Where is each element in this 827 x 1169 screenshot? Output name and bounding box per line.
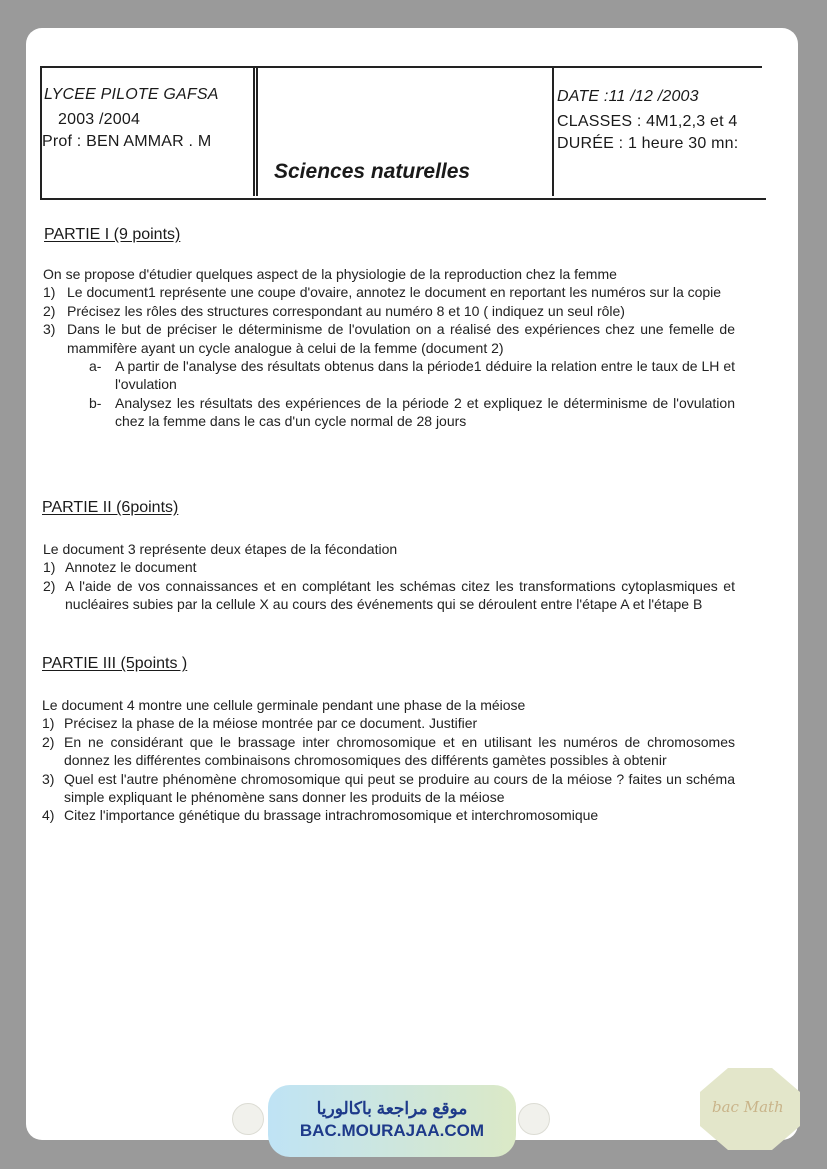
header-divider-2: [256, 66, 258, 196]
part-2-intro: Le document 3 représente deux étapes de la fécondation: [43, 541, 398, 557]
part-3-title: PARTIE III (5points ): [42, 655, 188, 672]
header-top-border: [40, 66, 762, 68]
exam-date: DATE :11 /12 /2003: [557, 88, 699, 105]
part-1-subquestion-a: a- A partir de l'analyse des résultats obtenus dans la période1 déduire la relation entre le taux de LH et l'ovulation: [89, 358, 735, 393]
exam-classes: CLASSES : 4M1,2,3 et 4: [557, 113, 738, 130]
exam-duration: DURÉE : 1 heure 30 mn:: [557, 135, 739, 152]
site-logo-left-icon: [232, 1103, 264, 1135]
part-3-question-2: 2) En ne considérant que le brassage inter chromosomique et en utilisant les numéros de chromosomes donnez les différentes combinaisons chromosomiques des différents gamètes possibles à obtenir: [42, 733, 735, 769]
part-2-body: [43, 540, 735, 614]
part-3-question-1: 1) Précisez la phase de la méiose montrée par ce document. Justifier: [42, 715, 478, 732]
site-name-arabic: موقع مراجعة باكالوريا: [316, 1099, 468, 1118]
part-2-question-2: 2) A l'aide de vos connaissances et en complétant les schémas citez les transformations cytoplasmiques et nucléaires subies par la cellule X au cours des événements qui se déroulent entre l'étape A et l'étape B: [43, 577, 735, 613]
part-1-body: [43, 265, 735, 431]
header-left-border: [40, 66, 42, 198]
site-logo-right-icon: [518, 1103, 550, 1135]
part-1-title: PARTIE I (9 points): [44, 226, 181, 243]
part-3-question-4: 4) Citez l'importance génétique du brassage intrachromosomique et interchromosomique: [42, 807, 599, 824]
part-1-intro: On se propose d'étudier quelques aspect de la physiologie de la reproduction chez la femme: [43, 266, 617, 282]
school-year: 2003 /2004: [58, 111, 141, 128]
part-1-question-1: 1) Le document1 représente une coupe d'ovaire, annotez le document en reportant les numéros sur la copie: [43, 284, 722, 301]
site-link-badge[interactable]: [268, 1085, 516, 1157]
header-divider-3: [552, 66, 554, 196]
site-url[interactable]: BAC.MOURAJAA.COM: [299, 1121, 485, 1140]
part-1-question-3: 3) Dans le but de préciser le déterminisme de l'ovulation on a réalisé des expériences chez une femelle de mammifère ayant un cycle analogue à celui de la femme (document 2): [43, 321, 735, 356]
bacmath-logo-text: bac Math: [712, 1098, 784, 1116]
part-3-question-3: 3) Quel est l'autre phénomène chromosomique qui peut se produire au cours de la méiose ? faites un schéma simple expliquant le phénomène sans donner les produits de la méiose: [42, 770, 735, 806]
teacher-name: Prof : BEN AMMAR . M: [42, 133, 212, 150]
part-3-body: [42, 696, 735, 825]
header-bottom-border: [40, 198, 766, 200]
header-divider-1: [253, 66, 255, 196]
part-1-question-2: 2) Précisez les rôles des structures correspondant au numéro 8 et 10 ( indiquez un seul rôle): [43, 302, 625, 319]
part-1-subquestion-b: b- Analysez les résultats des expériences de la période 2 et expliquez le déterminisme de l'ovulation chez la femme dans le cas d'un cycle normal de 28 jours: [89, 394, 735, 430]
part-2-title: PARTIE II (6points): [42, 499, 179, 516]
school-name: LYCEE PILOTE GAFSA: [44, 86, 219, 103]
bacmath-logo: [698, 1066, 802, 1152]
subject-title: Sciences naturelles: [274, 160, 471, 183]
part-3-intro: Le document 4 montre une cellule germinale pendant une phase de la méiose: [42, 697, 526, 713]
part-2-question-1: 1) Annotez le document: [43, 559, 197, 576]
